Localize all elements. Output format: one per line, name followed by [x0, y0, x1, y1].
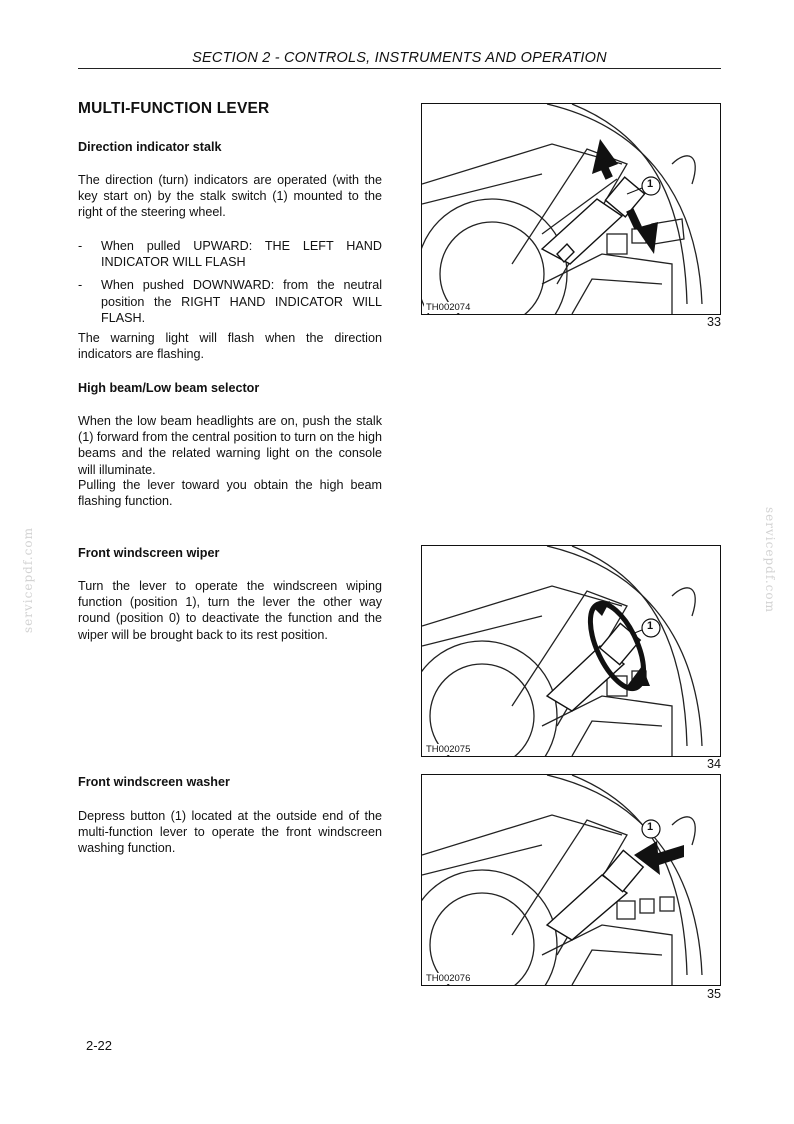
list-item-text: When pushed DOWNWARD: from the neutral position the RIGHT HAND INDICATOR WILL FLASH.	[101, 278, 382, 325]
figure-code: TH002076	[426, 973, 471, 984]
figure-code: TH002075	[426, 744, 471, 755]
figure-direction-stalk	[421, 103, 721, 315]
list-dash: -	[78, 278, 83, 293]
figure-callout: 1	[647, 620, 654, 632]
wiper-text: Turn the lever to operate the windscreen wiping function (position 1), turn the lever the other way round (position 0) to deactivate the function and the wiper will be brought back to its rest position.	[78, 579, 382, 642]
figure-code: TH002074	[426, 302, 471, 313]
washer-heading: Front windscreen washer	[78, 775, 230, 789]
section-title: MULTI-FUNCTION LEVER	[78, 100, 270, 117]
wiper-heading: Front windscreen wiper	[78, 546, 220, 560]
figure-callout: 1	[647, 821, 654, 833]
figure-washer-button	[421, 774, 721, 986]
steering-column-illustration	[422, 546, 720, 756]
steering-column-illustration	[422, 104, 720, 314]
beam-text-2: Pulling the lever toward you obtain the high beam flashing function.	[78, 478, 382, 509]
list-item	[78, 277, 382, 326]
list-dash: -	[78, 239, 83, 253]
figure-number: 34	[706, 757, 721, 771]
list-item-text: When pulled UPWARD: THE LEFT HAND INDICATOR WILL FLASH	[101, 239, 382, 270]
steering-column-illustration	[422, 775, 720, 985]
direction-heading: Direction indicator stalk	[78, 140, 222, 154]
section-header-title: SECTION 2 - CONTROLS, INSTRUMENTS AND OPERATION	[192, 50, 607, 66]
direction-intro: The direction (turn) indicators are operated (with the key start on) by the stalk switch (1) mounted to the right of the steering wheel.	[78, 173, 382, 220]
watermark-left: servicepdf.com	[21, 527, 35, 633]
figure-wiper-lever	[421, 545, 721, 757]
list-item	[78, 238, 382, 270]
direction-note: The warning light will flash when the direction indicators are flashing.	[78, 331, 382, 362]
beam-heading: High beam/Low beam selector	[78, 381, 260, 395]
watermark-right: servicepdf.com	[763, 507, 777, 613]
beam-text-1: When the low beam headlights are on, push the stalk (1) forward from the central position to turn on the high beams and the related warning light on the console will illuminate.	[78, 414, 382, 477]
washer-text: Depress button (1) located at the outside end of the multi-function lever to operate the front windscreen washing function.	[78, 809, 382, 856]
header-rule	[78, 68, 721, 69]
figure-callout: 1	[647, 178, 654, 190]
figure-number: 33	[706, 315, 721, 329]
page-number: 2-22	[86, 1038, 113, 1053]
figure-number: 35	[706, 987, 721, 1001]
direction-list	[78, 238, 382, 326]
